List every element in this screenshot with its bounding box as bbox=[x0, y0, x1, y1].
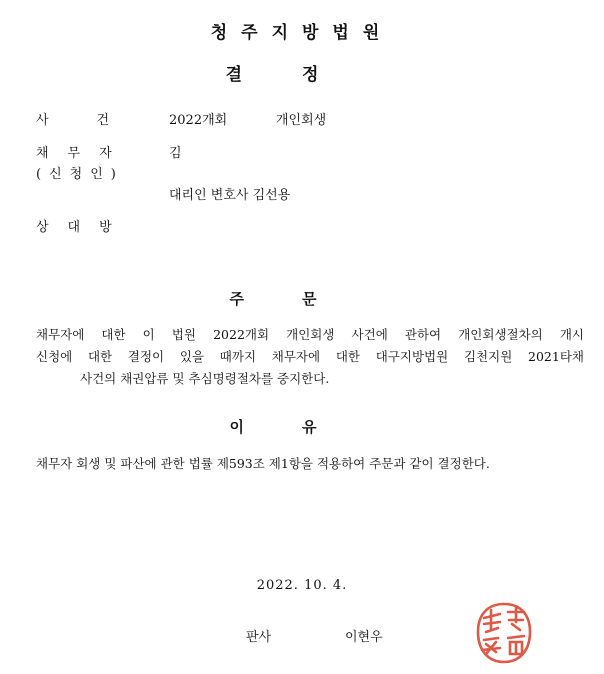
order-line-1: 채무자에 대한 이 법원 2022개회 개인회생 사건에 관하여 개인회생절차의 개시 bbox=[36, 327, 584, 342]
representative: 대리인 변호사 김선용 bbox=[169, 188, 291, 203]
judge-name: 이현우 bbox=[345, 630, 383, 645]
order-line-2: 신청에 대한 결정이 있을 때까지 채무자에 대한 대구지방법원 김천지원 2021타채 bbox=[36, 349, 584, 364]
order-body bbox=[36, 324, 584, 390]
order-line-3: 사건의 채권압류 및 추심명령절차를 중지한다. bbox=[80, 371, 330, 386]
debtor-sub-label: (신청인) bbox=[36, 167, 124, 182]
decision-date: 2022. 10. 4. bbox=[256, 578, 348, 593]
reason-text: 채무자 회생 및 파산에 관한 법률 제593조 제1항을 적용하여 주문과 같이 결정한다. bbox=[36, 456, 490, 471]
judge-seal-stamp bbox=[474, 600, 534, 666]
reason-body bbox=[36, 453, 584, 475]
court-name: 청주지방법원 bbox=[210, 23, 394, 43]
document-type-title: 결정 bbox=[225, 65, 379, 85]
case-label: 사건 bbox=[36, 113, 158, 128]
order-heading: 주문 bbox=[229, 290, 375, 308]
opponent-label: 상대방 bbox=[36, 220, 131, 235]
case-name: 개인회생 bbox=[276, 113, 327, 128]
debtor-label: 채무자 bbox=[36, 146, 131, 161]
judge-label: 판사 bbox=[246, 630, 272, 645]
debtor-name: 김 bbox=[169, 146, 182, 161]
reason-heading: 이유 bbox=[229, 418, 375, 436]
case-number: 2022개회 bbox=[169, 113, 228, 128]
